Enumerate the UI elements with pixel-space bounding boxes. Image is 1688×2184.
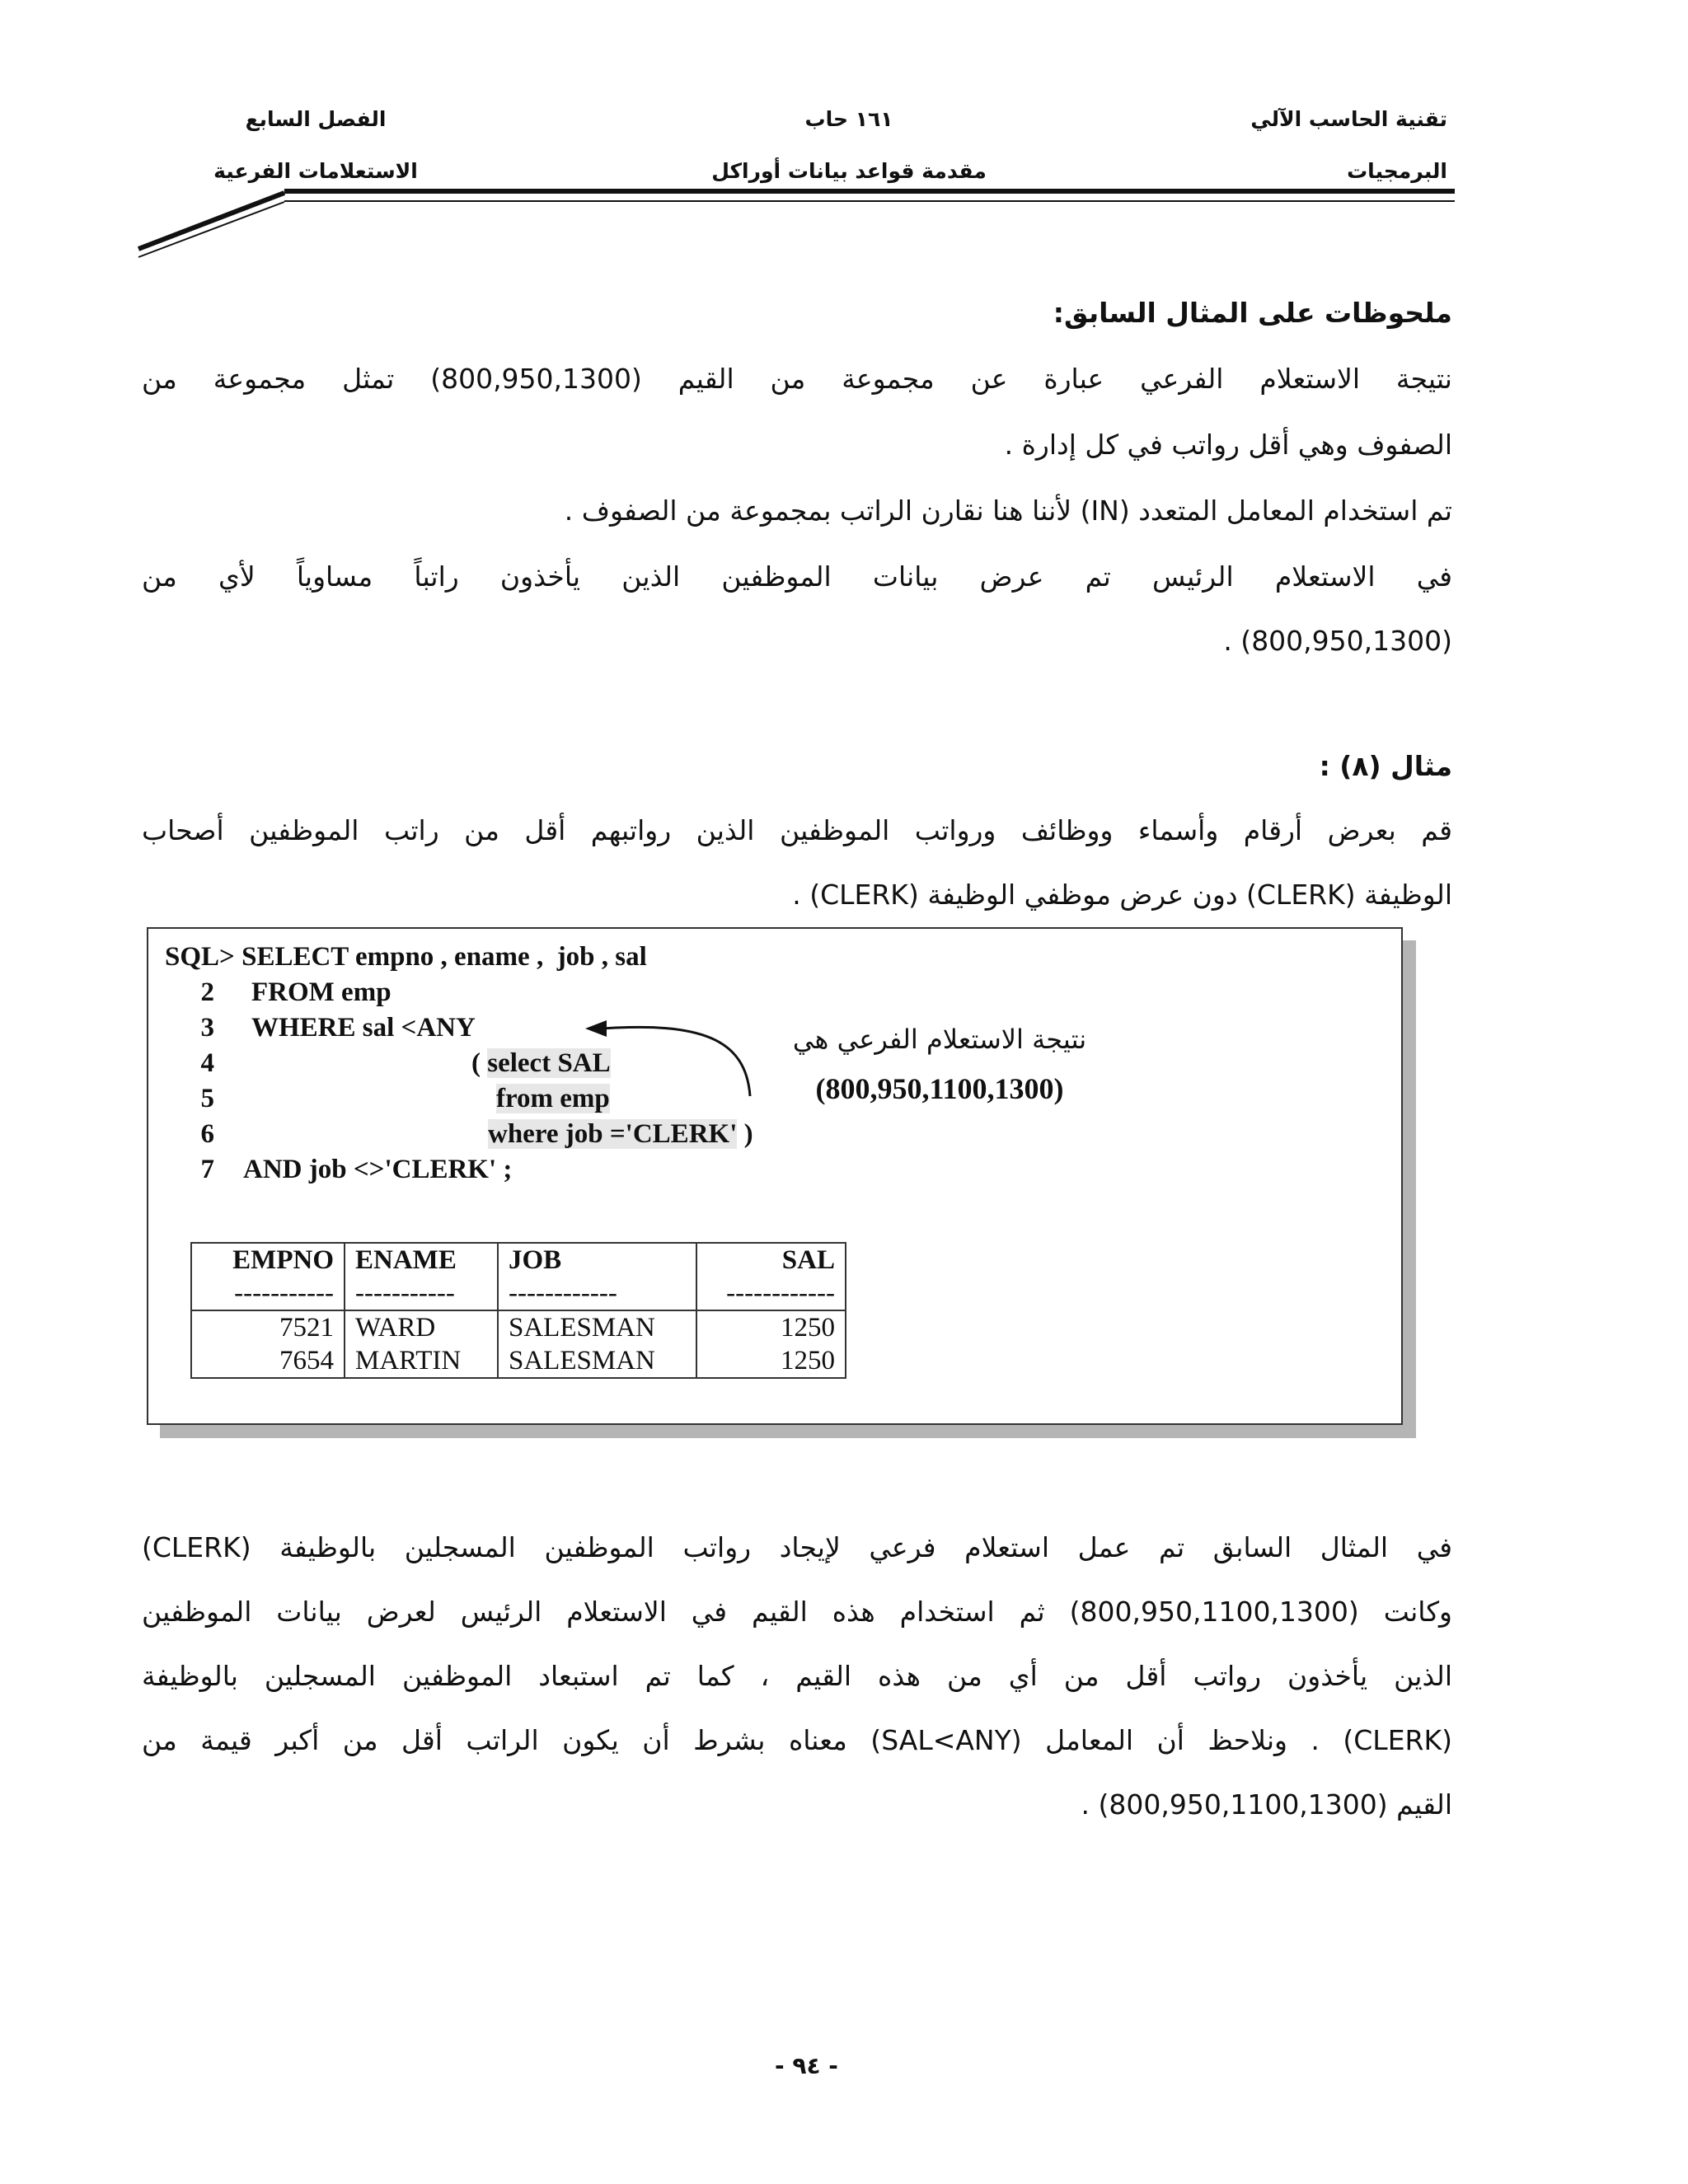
- example-line-2: الوظيفة (CLERK) دون عرض موظفي الوظيفة (CLERK) .: [792, 879, 1452, 911]
- result-table: [190, 1242, 846, 1379]
- notes-title: ملحوظات على المثال السابق:: [1053, 297, 1452, 329]
- cell-empno: 7521: [191, 1310, 345, 1344]
- sql-line-1: SQL> SELECT empno , ename , job , sal: [165, 942, 647, 972]
- explanation-line-3: الذين يأخذون رواتب أقل من أي من هذه القيم ، كما تم استبعاد الموظفين المسجلين بالوظيفة: [142, 1660, 1452, 1692]
- sql-line-number-5: 5: [200, 1084, 214, 1113]
- subquery-arrow: [569, 1005, 767, 1104]
- cell-job: SALESMAN: [498, 1344, 696, 1378]
- header-department: البرمجيات: [1347, 159, 1447, 183]
- annotation-value: (800,950,1100,1300): [815, 1072, 1064, 1105]
- sql-line-number-4: 4: [200, 1048, 214, 1078]
- sql-line-number-7: 7: [200, 1155, 214, 1184]
- header-course-code: ١٦١ حاب: [804, 107, 893, 131]
- cell-ename: WARD: [345, 1310, 498, 1344]
- sql-line-2: FROM emp: [251, 977, 392, 1007]
- sql-line-4: ( select SAL: [471, 1048, 611, 1078]
- table-row: [191, 1344, 846, 1378]
- example-title: مثال (٨) :: [1319, 750, 1452, 782]
- annotation-label: نتيجة الاستعلام الفرعي هي: [792, 1024, 1087, 1055]
- notes-paragraph-1-line-2: الصفوف وهي أقل رواتب في كل إدارة .: [1004, 429, 1452, 461]
- sql-line-number-6: 6: [200, 1119, 214, 1149]
- dash-cell: ------------: [498, 1277, 696, 1310]
- column-header-sal: SAL: [696, 1243, 846, 1277]
- explanation-line-4: (CLERK) . ونلاحظ أن المعامل (SAL<ANY) معناه بشرط أن يكون الراتب أقل من أكبر قيمة من: [142, 1724, 1452, 1756]
- dash-cell: -----------: [191, 1277, 345, 1310]
- notes-paragraph-3-line-2: (800,950,1300) .: [1223, 625, 1452, 657]
- column-header-job: JOB: [498, 1243, 696, 1277]
- table-dash-row: [191, 1277, 846, 1310]
- column-header-empno: EMPNO: [191, 1243, 345, 1277]
- explanation-line-5: القيم (800,950,1100,1300) .: [1081, 1788, 1452, 1821]
- sql-line-5: from emp: [496, 1084, 610, 1113]
- sql-line-number-3: 3: [200, 1013, 214, 1043]
- header-chapter: الفصل السابع: [245, 107, 387, 131]
- sql-line-number-2: 2: [200, 977, 214, 1007]
- dash-cell: -----------: [345, 1277, 498, 1310]
- cell-ename: MARTIN: [345, 1344, 498, 1378]
- header-chapter-title: الاستعلامات الفرعية: [213, 159, 418, 183]
- cell-empno: 7654: [191, 1344, 345, 1378]
- explanation-line-1: في المثال السابق تم عمل استعلام فرعي لإيجاد رواتب الموظفين المسجلين بالوظيفة (CLERK): [142, 1531, 1452, 1563]
- header-course-name: مقدمة قواعد بيانات أوراكل: [711, 159, 987, 183]
- explanation-line-2: وكانت (800,950,1100,1300) ثم استخدام هذه القيم في الاستعلام الرئيس لعرض بيانات الموظفين: [142, 1596, 1452, 1628]
- column-header-ename: ENAME: [345, 1243, 498, 1277]
- sql-line-7: AND job <>'CLERK' ;: [243, 1155, 513, 1184]
- sql-line-3: WHERE sal <ANY: [251, 1013, 476, 1043]
- notes-paragraph-2: تم استخدام المعامل المتعدد (IN) لأننا هنا نقارن الراتب بمجموعة من الصفوف .: [564, 494, 1452, 527]
- cell-sal: 1250: [696, 1344, 846, 1378]
- dash-cell: ------------: [696, 1277, 846, 1310]
- table-header-row: [191, 1243, 846, 1277]
- header-rule: [0, 0, 1688, 280]
- example-line-1: قم بعرض أرقام وأسماء ووظائف ورواتب الموظفين الذين رواتبهم أقل من راتب الموظفين أصحاب: [142, 814, 1452, 846]
- notes-paragraph-3-line-1: في الاستعلام الرئيس تم عرض بيانات الموظفين الذين يأخذون راتباً مساوياً لأي من: [142, 560, 1452, 593]
- page-number: - ٩٤ -: [775, 2052, 838, 2079]
- sql-line-6: where job ='CLERK' ): [488, 1119, 753, 1149]
- cell-job: SALESMAN: [498, 1310, 696, 1344]
- cell-sal: 1250: [696, 1310, 846, 1344]
- notes-paragraph-1-line-1: نتيجة الاستعلام الفرعي عبارة عن مجموعة من القيم (800,950,1300) تمثل مجموعة من: [142, 363, 1452, 395]
- table-row: [191, 1310, 846, 1344]
- header-course-title: تقنية الحاسب الآلي: [1250, 107, 1447, 131]
